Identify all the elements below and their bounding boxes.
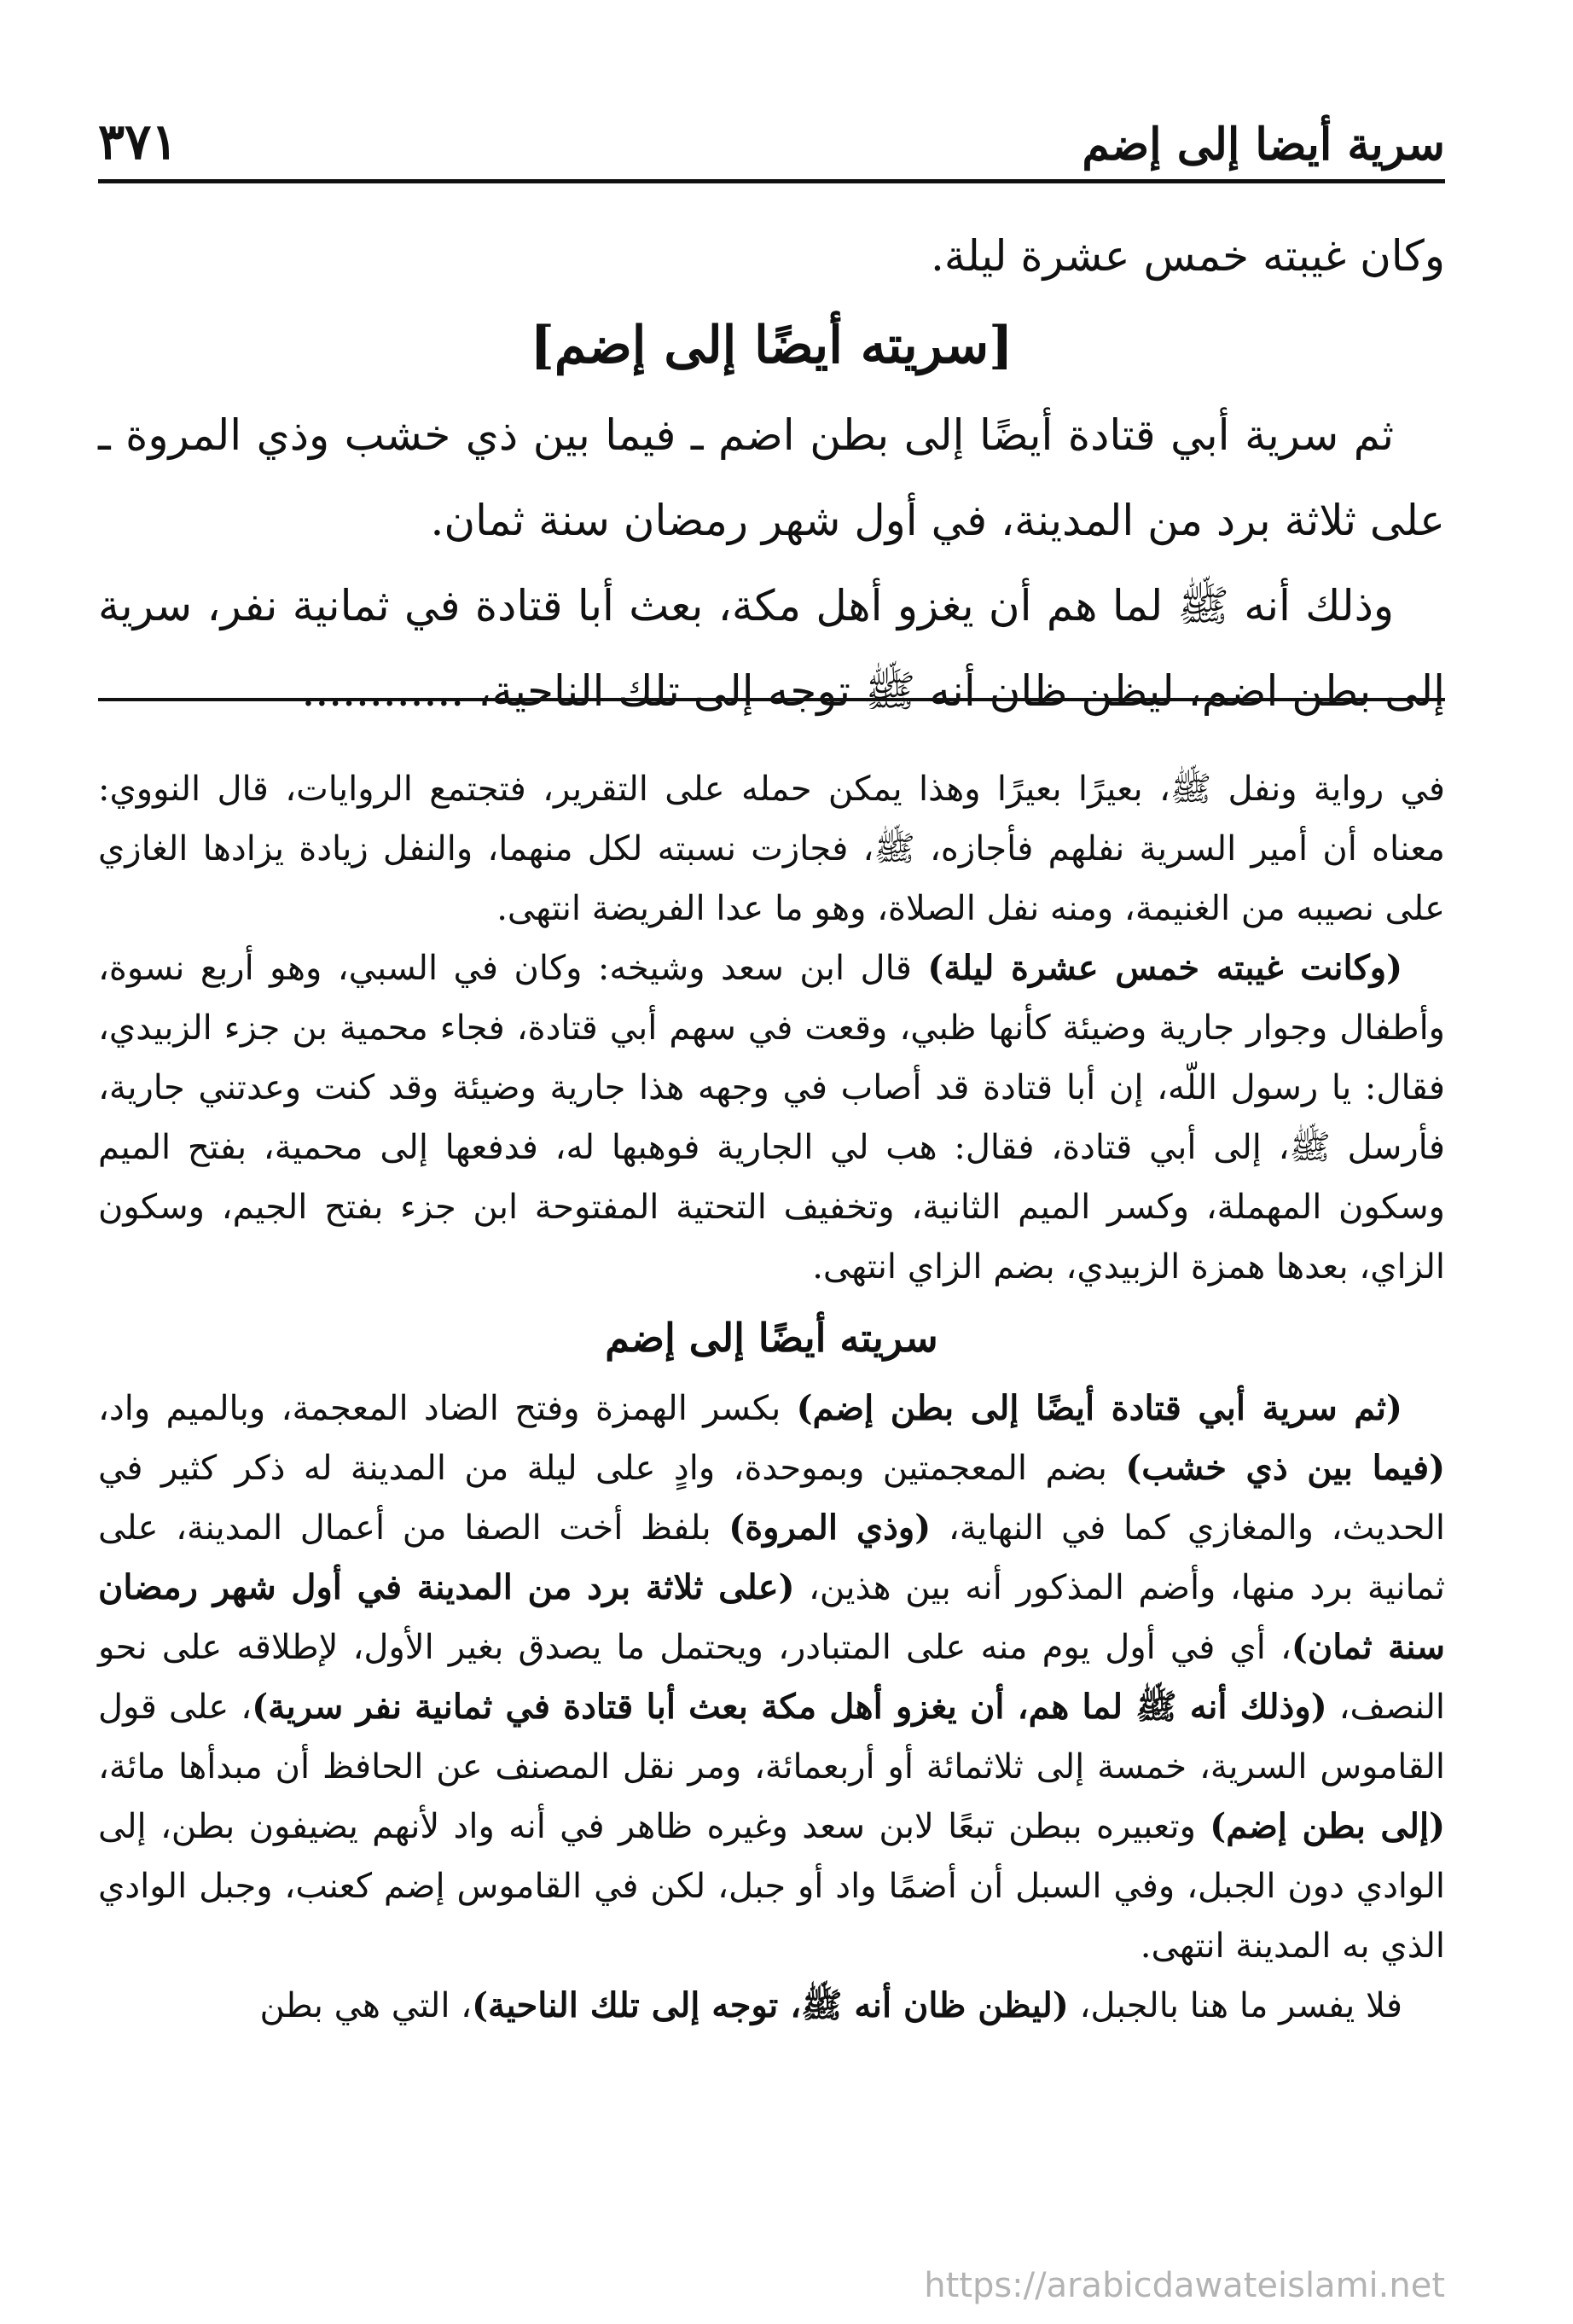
- main-line-1: وكان غيبته خمس عشرة ليلة.: [930, 231, 1445, 281]
- quoted-text: (ليظن ظان أنه ﷺ، توجه إلى تلك الناحية): [472, 1985, 1069, 2025]
- watermark-url: https://arabicdawateislami.net: [924, 2266, 1445, 2305]
- quoted-text: (وذي المروة): [728, 1508, 932, 1548]
- footnote-divider: [98, 698, 1445, 701]
- main-paragraph-2: [98, 563, 1445, 734]
- commentary-paragraph-1: في رواية ونفل ﷺ، بعيرًا بعيرًا وهذا يمكن حمله على التقرير، فتجتمع الروايات، قال النووي: معناه أن أمير السرية نفلهم فأجازه، ﷺ، فجازت نسبته لكل منهما، والنفل زيادة يزادها الغازي على نصيبه من الغنيمة، ومنه نفل الصلاة، وهو ما عدا الفريضة انتهى.: [98, 770, 1445, 928]
- quoted-text: (وذلك أنه ﷺ لما هم، أن يغزو أهل مكة بعث أبا قتادة في ثمانية نفر سرية): [252, 1687, 1327, 1727]
- commentary-sub-heading: سريته أيضًا إلى إضم: [605, 1315, 938, 1361]
- page-number: ٣٧١: [98, 113, 178, 171]
- commentary-text: قال ابن سعد وشيخه: وكان في السبي، وهو أربع نسوة، وأطفال وجوار جارية وضيئة كأنها ظبي، وقعت في سهم أبي قتادة، فجاء محمية بن جزء الزبيدي، فقال: يا رسول اللّه، إن أبا قتادة قد أصاب في وجهه هذا جارية وضيئة وقد كنت وعدتني جارية، فأرسل ﷺ، إلى أبي قتادة، فقال: هب لي الجارية فوهبها له، فدفعها إلى محمية، بفتح الميم وسكون المهملة، وكسر الميم الثانية، وتخفيف التحتية المفتوحة ابن جزء بفتح الجيم، وسكون الزاي، بعدها همزة الزبيدي، بضم الزاي انتهى.: [98, 949, 1445, 1287]
- commentary-text: ، أي في أول يوم منه على المتبادر، ويحتمل ما يصدق بغير الأول، لإطلاقه على نحو النصف،: [98, 1628, 1446, 1727]
- main-paragraph-1: ثم سرية أبي قتادة أيضًا إلى بطن اضم ـ فيما بين ذي خشب وذي المروة ـ على ثلاثة برد من المدينة، في أول شهر رمضان سنة ثمان.: [98, 410, 1445, 545]
- commentary-text: ، على قول القاموس السرية، خمسة إلى ثلاثمائة أو أربعمائة، ومر نقل المصنف عن الحافظ أن مبدأها مائة،: [98, 1688, 1445, 1787]
- commentary-paragraph-3: [98, 1379, 1445, 1976]
- main-text: [98, 213, 1445, 734]
- running-title: سرية أيضا إلى إضم: [1082, 119, 1445, 171]
- section-heading: [سريته أيضًا إلى إضم]: [530, 316, 1013, 375]
- ellipsis-dots: ............: [301, 666, 465, 716]
- commentary: [98, 759, 1445, 2036]
- commentary-text: بضم المعجمتين وبموحدة، وادٍ على ليلة من المدينة له ذكر كثير في الحديث، والمغازي كما في النهاية،: [98, 1449, 1445, 1548]
- commentary-paragraph-2: [98, 938, 1445, 1297]
- quoted-text: (ثم سرية أبي قتادة أيضًا إلى بطن إضم): [796, 1388, 1402, 1428]
- commentary-paragraph-4: [98, 1976, 1445, 2036]
- commentary-text: فلا يفسر ما هنا بالجبل،: [1068, 1986, 1402, 2025]
- quoted-text: (على ثلاثة برد من المدينة في أول شهر رمضان سنة ثمان): [98, 1567, 1445, 1667]
- commentary-text: وتعبيره ببطن تبعًا لابن سعد وغيره ظاهر في أنه واد لأنهم يضيفون بطن، إلى الوادي دون الجبل، وفي السبل أن أضمًا واد أو جبل، لكن في القاموس إضم كعنب، وجبل الوادي الذي به المدينة انتهى.: [98, 1807, 1445, 1966]
- page-header: [98, 94, 1445, 183]
- quoted-text: (إلى بطن إضم): [1210, 1806, 1445, 1846]
- commentary-text: ، التي هي بطن: [259, 1986, 473, 2025]
- quoted-text: (وكانت غيبته خمس عشرة ليلة): [927, 948, 1402, 988]
- quoted-text: (فيما بين ذي خشب): [1125, 1448, 1445, 1488]
- commentary-text: بلفظ أخت الصفا من أعمال المدينة، على ثمانية برد منها، وأضم المذكور أنه بين هذين،: [98, 1508, 1445, 1607]
- commentary-text: بكسر الهمزة وفتح الضاد المعجمة، وبالميم واد،: [98, 1389, 797, 1428]
- main-paragraph-2-text: وذلك أنه ﷺ لما هم أن يغزو أهل مكة، بعث أبا قتادة في ثمانية نفر، سرية إلى بطن اضم، ليظن ظان أنه ﷺ توجه إلى تلك الناحية،: [98, 581, 1445, 716]
